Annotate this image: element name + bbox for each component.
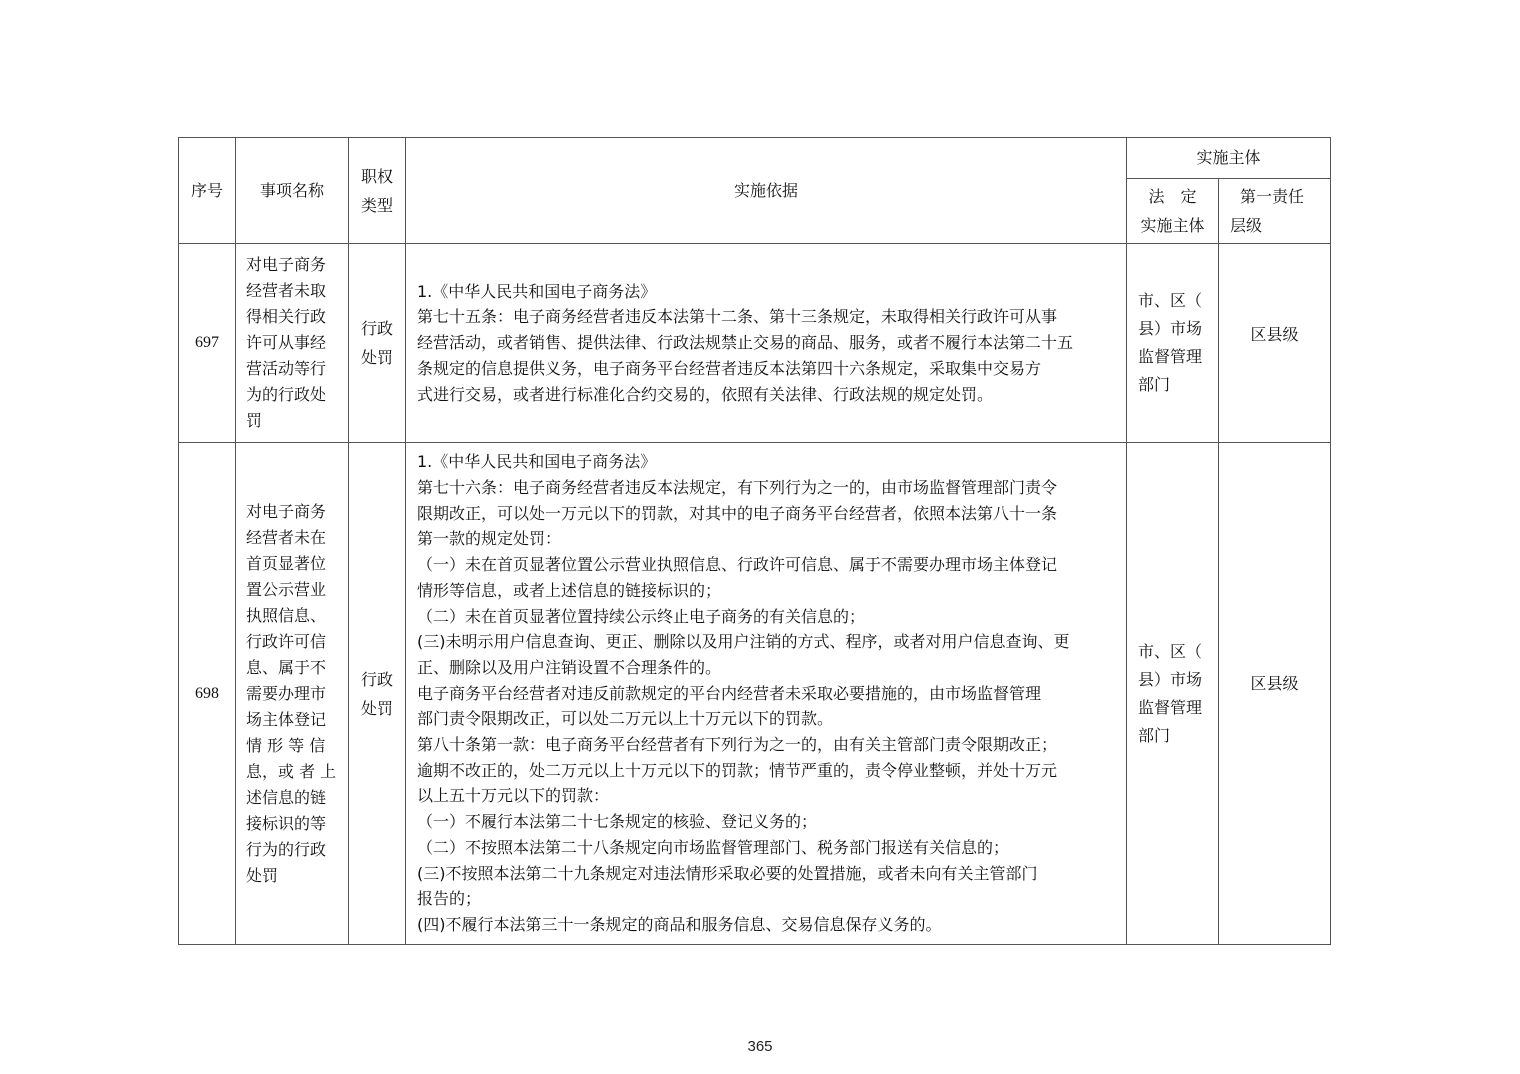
row-legal-subject-line: 监督管理 (1138, 697, 1203, 717)
row-basis-line: 电子商务平台经营者对违反前款规定的平台内经营者未采取必要措施的，由市场监督管理 (417, 683, 1042, 703)
row-basis-line: 情形等信息，或者上述信息的链接标识的； (417, 580, 722, 600)
row-name-line: 罚 (246, 411, 263, 430)
row-name-line: 场主体登记 (246, 709, 327, 729)
row-legal-subject-line: 部门 (1138, 375, 1171, 394)
row-first-resp: 区县级 (1219, 244, 1331, 443)
row-name-line: 处罚 (246, 865, 279, 885)
header-legal-subject (1127, 179, 1219, 244)
row-name-line: 情 形 等 信 (246, 735, 326, 755)
row-basis-line: （二）不按照本法第二十八条规定向市场监督管理部门、税务部门报送有关信息的； (417, 837, 1010, 857)
row-type-line: 处罚 (360, 348, 393, 367)
header-legal-subject-line: 实施主体 (1140, 216, 1205, 235)
row-legal-subject (1127, 443, 1219, 945)
row-basis-line: 式进行交易，或者进行标准化合约交易的，依照有关法律、行政法规的规定处罚。 (417, 384, 994, 404)
row-name-line: 营活动等行 (246, 359, 327, 378)
row-name-line: 执照信息、 (246, 605, 327, 625)
row-name-line: 为的行政处 (246, 385, 327, 404)
row-name-line: 述信息的链 (246, 787, 327, 807)
row-basis-line: 报告的； (417, 889, 482, 909)
header-legal-subject-line: 法 定 (1148, 187, 1197, 206)
header-first-resp-line: 层级 (1230, 216, 1263, 235)
row-basis-line: 以上五十万元以下的罚款： (417, 786, 610, 806)
row-seq: 698 (179, 443, 236, 945)
row-name-line: 经营者未在 (246, 527, 327, 547)
row-name-line: 得相关行政 (246, 307, 327, 326)
row-name-line: 息，或 者 上 (246, 761, 337, 781)
row-name-line: 息、属于不 (246, 657, 327, 677)
row-legal-subject-line: 市、区（ (1138, 291, 1203, 310)
header-first-resp (1219, 179, 1331, 244)
row-basis-line: (三)未明示用户信息查询、更正、删除以及用户注销的方式、程序，或者对用户信息查询、更 (417, 632, 1070, 652)
row-name (236, 443, 349, 945)
table-row (179, 443, 1331, 945)
row-name-line: 置公示营业 (246, 579, 327, 599)
row-type-line: 行政 (360, 319, 393, 338)
row-basis-line: 经营活动，或者销售、提供法律、行政法规禁止交易的商品、服务，或者不履行本法第二十五 (417, 333, 1074, 353)
row-basis-line: 第八十条第一款：电子商务平台经营者有下列行为之一的，由有关主管部门责令限期改正； (417, 735, 1058, 755)
row-legal-subject-line: 县）市场 (1138, 319, 1203, 338)
row-legal-subject-line: 县）市场 (1138, 669, 1203, 689)
row-basis-line: 1.《中华人民共和国电子商务法》 (417, 452, 657, 472)
header-subject: 实施主体 (1127, 138, 1331, 179)
header-type-line: 职权 (360, 166, 393, 186)
row-legal-subject-line: 部门 (1138, 725, 1171, 745)
row-basis-line: （一）未在首页显著位置公示营业执照信息、行政许可信息、属于不需要办理市场主体登记 (417, 555, 1058, 575)
row-legal-subject (1127, 244, 1219, 443)
row-basis-line: 1.《中华人民共和国电子商务法》 (417, 281, 657, 301)
row-basis-line: 正、删除以及用户注销设置不合理条件的。 (417, 657, 722, 677)
row-name (236, 244, 349, 443)
row-basis (406, 443, 1127, 945)
header-first-resp-line: 第一责任 (1240, 187, 1305, 206)
row-type (349, 443, 406, 945)
header-name: 事项名称 (236, 138, 349, 244)
row-name-line: 经营者未取 (246, 281, 327, 300)
row-first-resp: 区县级 (1219, 443, 1331, 945)
row-name-line: 对电子商务 (246, 501, 327, 521)
row-basis-line: 条规定的信息提供义务，电子商务平台经营者违反本法第四十六条规定，采取集中交易方 (417, 358, 1042, 378)
row-basis-line: （二）未在首页显著位置持续公示终止电子商务的有关信息的； (417, 606, 866, 626)
header-type-line: 类型 (360, 195, 393, 215)
page-number: 365 (747, 1038, 773, 1055)
row-name-line: 需要办理市 (246, 683, 327, 703)
row-basis-line: 第七十六条：电子商务经营者违反本法规定，有下列行为之一的，由市场监督管理部门责令 (417, 478, 1058, 498)
table-row (179, 244, 1331, 443)
row-seq: 697 (179, 244, 236, 443)
row-name-line: 接标识的等 (246, 813, 327, 833)
row-basis (406, 244, 1127, 443)
row-basis-line: 第七十五条：电子商务经营者违反本法第十二条、第十三条规定，未取得相关行政许可从事 (417, 307, 1058, 327)
row-name-line: 行政许可信 (246, 631, 327, 651)
row-basis-line: 第一款的规定处罚： (417, 529, 562, 549)
row-legal-subject-line: 市、区（ (1138, 641, 1203, 661)
row-name-line: 许可从事经 (246, 333, 327, 352)
header-type (349, 138, 406, 244)
row-basis-line: 部门责令限期改正，可以处二万元以上十万元以下的罚款。 (417, 709, 834, 729)
row-name-line: 行为的行政 (246, 839, 327, 859)
row-type (349, 244, 406, 443)
row-name-line: 首页显著位 (246, 553, 327, 573)
row-basis-line: 逾期不改正的，处二万元以上十万元以下的罚款；情节严重的，责令停业整顿，并处十万元 (417, 760, 1058, 780)
row-legal-subject-line: 监督管理 (1138, 347, 1203, 366)
row-basis-line: (四)不履行本法第三十一条规定的商品和服务信息、交易信息保存义务的。 (417, 914, 942, 934)
header-basis: 实施依据 (406, 138, 1127, 244)
row-basis-line: (三)不按照本法第二十九条规定对违法情形采取必要的处置措施，或者未向有关主管部门 (417, 863, 1038, 883)
row-basis-line: （一）不履行本法第二十七条规定的核验、登记义务的； (417, 812, 818, 832)
row-type-line: 行政 (360, 669, 393, 689)
enforcement-table (178, 137, 1331, 945)
row-basis-line: 限期改正，可以处一万元以下的罚款，对其中的电子商务平台经营者，依照本法第八十一条 (417, 503, 1058, 523)
header-row-1 (179, 138, 1331, 179)
row-type-line: 处罚 (360, 698, 393, 718)
header-seq: 序号 (179, 138, 236, 244)
row-name-line: 对电子商务 (246, 255, 327, 274)
